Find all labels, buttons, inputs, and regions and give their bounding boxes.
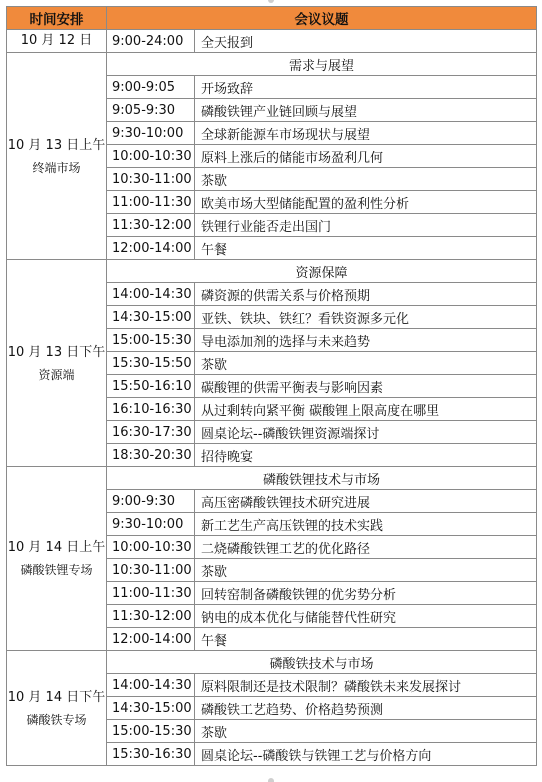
topic-cell: 回转窑制备磷酸铁锂的优劣势分析	[195, 582, 537, 605]
topic-cell: 圆桌论坛--磷酸铁锂资源端探讨	[195, 421, 537, 444]
topic-cell: 开场致辞	[195, 76, 537, 99]
time-cell: 14:30-15:00	[107, 697, 195, 720]
time-cell: 9:00-24:00	[107, 30, 195, 53]
time-cell: 9:00-9:05	[107, 76, 195, 99]
date-label: 10 月 14 日下午	[7, 689, 106, 705]
time-cell: 15:30-15:50	[107, 352, 195, 375]
session-label: 磷酸铁专场	[26, 712, 87, 727]
topic-cell: 午餐	[195, 628, 537, 651]
topic-cell: 原料上涨后的储能市场盈利几何	[195, 145, 537, 168]
section-title: 需求与展望	[107, 53, 537, 76]
date-cell	[7, 467, 107, 651]
time-cell: 16:10-16:30	[107, 398, 195, 421]
section-row	[7, 651, 537, 674]
time-cell: 10:30-11:00	[107, 559, 195, 582]
session-label: 终端市场	[32, 160, 81, 175]
time-cell: 15:30-16:30	[107, 743, 195, 766]
session-label: 磷酸铁锂专场	[20, 563, 93, 577]
topic-cell: 欧美市场大型储能配置的盈利性分析	[195, 191, 537, 214]
time-cell: 11:30-12:00	[107, 214, 195, 237]
topic-cell: 茶歇	[195, 559, 537, 582]
time-cell: 14:00-14:30	[107, 674, 195, 697]
topic-cell: 碳酸锂的供需平衡表与影响因素	[195, 375, 537, 398]
date-label: 10 月 14 日上午	[7, 540, 106, 555]
time-cell: 9:30-10:00	[107, 122, 195, 145]
topic-cell: 新工艺生产高压铁锂的技术实践	[195, 513, 537, 536]
topic-cell: 午餐	[195, 237, 537, 260]
time-cell: 11:00-11:30	[107, 191, 195, 214]
time-cell: 11:30-12:00	[107, 605, 195, 628]
time-cell: 9:30-10:00	[107, 513, 195, 536]
time-cell: 9:00-9:30	[107, 490, 195, 513]
topic-cell: 钠电的成本优化与储能替代性研究	[195, 605, 537, 628]
time-cell: 14:00-14:30	[107, 283, 195, 306]
time-cell: 12:00-14:00	[107, 628, 195, 651]
header-agenda: 会议议题	[107, 7, 537, 30]
topic-cell: 圆桌论坛--磷酸铁与铁锂工艺与价格方向	[195, 743, 537, 766]
date-label: 10 月 13 日上午	[7, 137, 106, 153]
topic-cell: 铁锂行业能否走出国门	[195, 214, 537, 237]
header-row	[7, 7, 537, 30]
header-time-arrangement: 时间安排	[7, 7, 107, 30]
date-cell	[7, 651, 107, 766]
section-title: 磷酸铁技术与市场	[107, 651, 537, 674]
page-bottom-marker	[268, 778, 274, 782]
table-row	[7, 30, 537, 53]
topic-cell: 磷资源的供需关系与价格预期	[195, 283, 537, 306]
topic-cell: 二烧磷酸铁锂工艺的优化路径	[195, 536, 537, 559]
time-cell: 15:00-15:30	[107, 329, 195, 352]
date-label: 10 月 13 日下午	[7, 344, 106, 360]
topic-cell: 茶歇	[195, 168, 537, 191]
time-cell: 16:30-17:30	[107, 421, 195, 444]
topic-cell: 茶歇	[195, 720, 537, 743]
topic-cell: 亚铁、铁块、铁红？看铁资源多元化	[195, 306, 537, 329]
section-title: 磷酸铁锂技术与市场	[107, 467, 537, 490]
session-label: 资源端	[38, 367, 75, 382]
topic-cell: 全天报到	[195, 30, 537, 53]
topic-cell: 导电添加剂的选择与未来趋势	[195, 329, 537, 352]
topic-cell: 茶歇	[195, 352, 537, 375]
time-cell: 14:30-15:00	[107, 306, 195, 329]
time-cell: 15:00-15:30	[107, 720, 195, 743]
topic-cell: 从过剩转向紧平衡 碳酸锂上限高度在哪里	[195, 398, 537, 421]
date-cell	[7, 53, 107, 260]
section-row	[7, 260, 537, 283]
topic-cell: 磷酸铁工艺趋势、价格趋势预测	[195, 697, 537, 720]
time-cell: 15:50-16:10	[107, 375, 195, 398]
topic-cell: 全球新能源车市场现状与展望	[195, 122, 537, 145]
time-cell: 10:00-10:30	[107, 536, 195, 559]
time-cell: 12:00-14:00	[107, 237, 195, 260]
topic-cell: 磷酸铁锂产业链回顾与展望	[195, 99, 537, 122]
topic-cell: 原料限制还是技术限制？磷酸铁未来发展探讨	[195, 674, 537, 697]
date-cell: 10 月 12 日	[7, 30, 107, 53]
section-row	[7, 467, 537, 490]
time-cell: 11:00-11:30	[107, 582, 195, 605]
section-title: 资源保障	[107, 260, 537, 283]
section-row	[7, 53, 537, 76]
topic-cell: 高压密磷酸铁锂技术研究进展	[195, 490, 537, 513]
date-cell	[7, 260, 107, 467]
topic-cell: 招待晚宴	[195, 444, 537, 467]
time-cell: 10:30-11:00	[107, 168, 195, 191]
time-cell: 18:30-20:30	[107, 444, 195, 467]
time-cell: 10:00-10:30	[107, 145, 195, 168]
page-top-marker	[268, 0, 274, 3]
time-cell: 9:05-9:30	[107, 99, 195, 122]
conference-schedule-table	[6, 6, 537, 766]
